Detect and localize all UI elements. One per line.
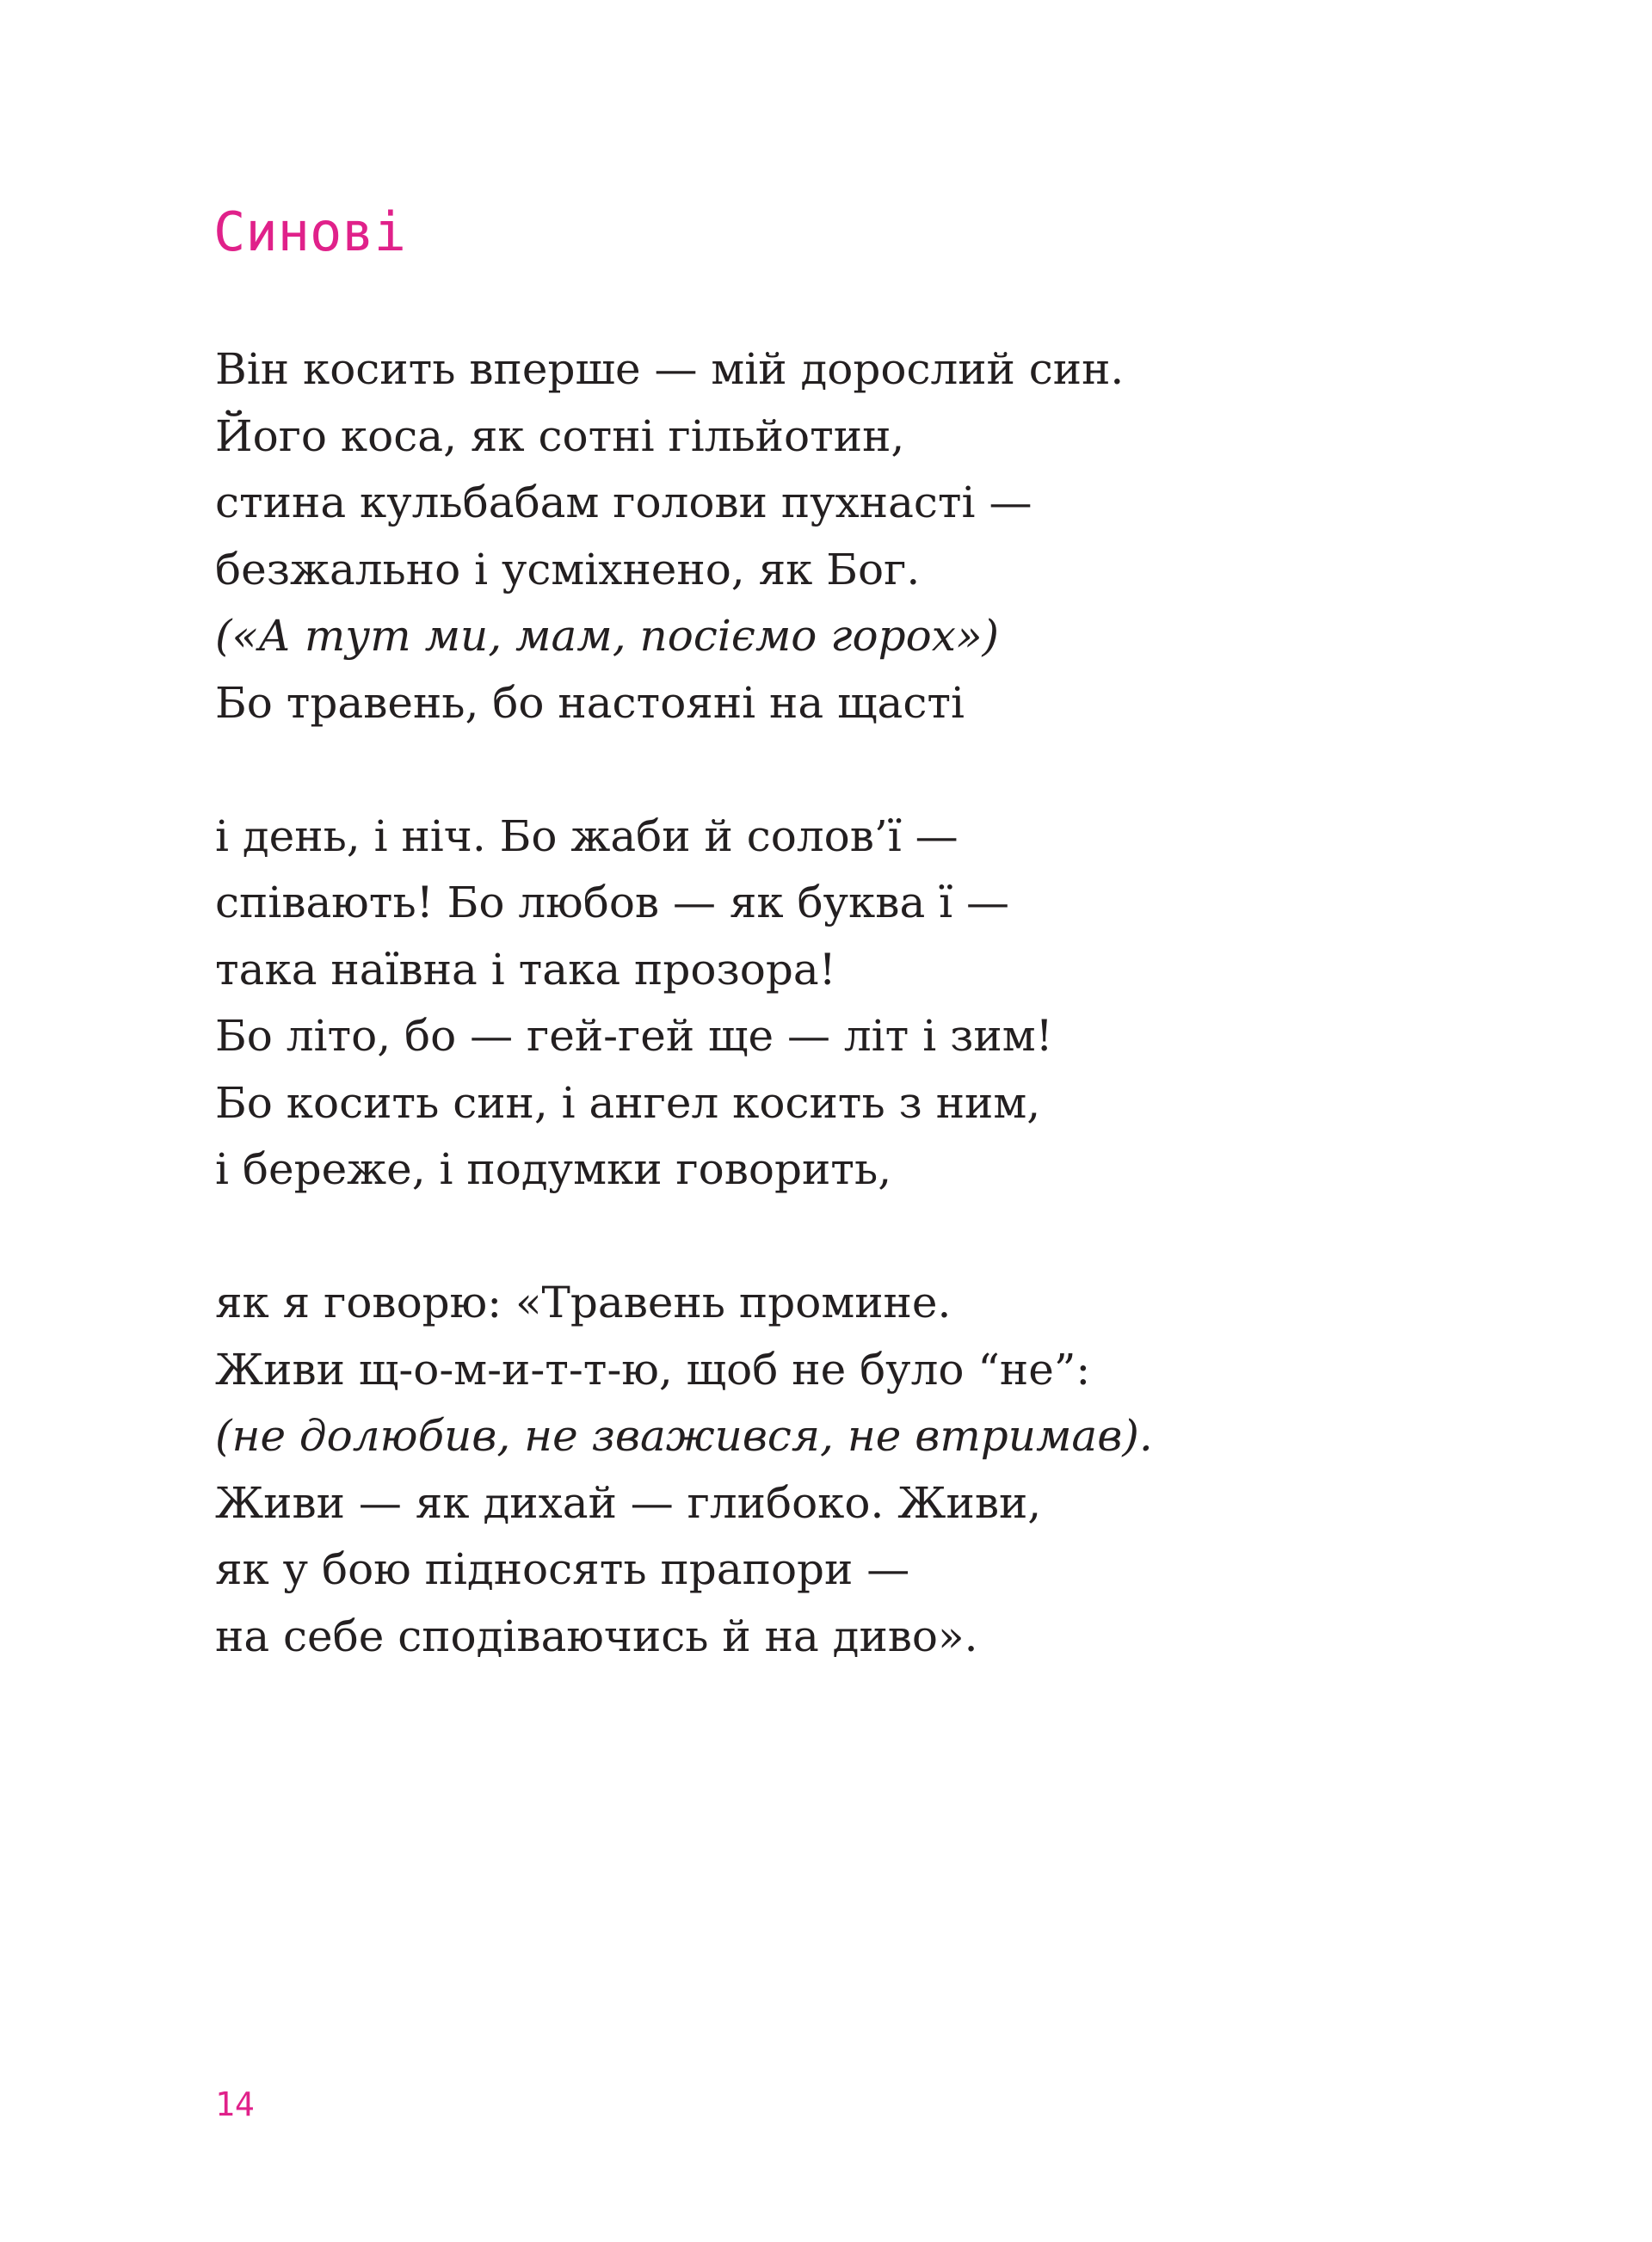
poem-title: Синові — [213, 200, 406, 263]
poem-line: на себе сподіваючись й на диво». — [215, 1611, 978, 1661]
poem-body — [215, 336, 1506, 1670]
poem-line: стина кульбабам голови пухнасті — — [215, 477, 1032, 527]
poem-line: Живи щ-о-м-и-т-т-ю, щоб не було “не”: — [215, 1344, 1091, 1395]
poem-line: як я говорю: «Травень промине. — [215, 1278, 952, 1327]
poem-line: Бо травень, бо настояні на щасті — [215, 677, 965, 728]
poem-line: Його коса, як сотні гільйотин, — [215, 410, 905, 461]
stanza-1 — [215, 336, 1506, 736]
poem-line-italic: («А тут ми, мам, посіємо горох») — [215, 611, 1000, 661]
poem-line-italic: (не долюбив, не зважився, не втримав). — [215, 1411, 1153, 1461]
poem-line: безжально і усміхнено, як Бог. — [215, 544, 921, 594]
poem-line: така наївна і така прозора! — [215, 944, 836, 995]
page-number: 14 — [215, 2085, 255, 2123]
stanza-break — [215, 1204, 1506, 1271]
poem-line: Він косить вперше — мій дорослий син. — [215, 344, 1125, 394]
poem-line: і береже, і подумки говорить, — [215, 1144, 892, 1194]
stanza-break — [215, 736, 1506, 804]
poem-line: співають! Бо любов — як буква ї — — [215, 878, 1010, 927]
poem-line: Бо косить син, і ангел косить з ним, — [215, 1077, 1041, 1128]
poem-line: і день, і ніч. Бо жаби й солов’ї — — [215, 810, 959, 861]
stanza-2 — [215, 804, 1506, 1204]
stanza-3 — [215, 1270, 1506, 1670]
poem-line: як у бою підносять прапори — — [215, 1544, 910, 1594]
poem-line: Живи — як дихай — глибоко. Живи, — [215, 1477, 1042, 1528]
poem-line: Бо літо, бо — гей-гей ще — літ і зим! — [215, 1011, 1053, 1061]
